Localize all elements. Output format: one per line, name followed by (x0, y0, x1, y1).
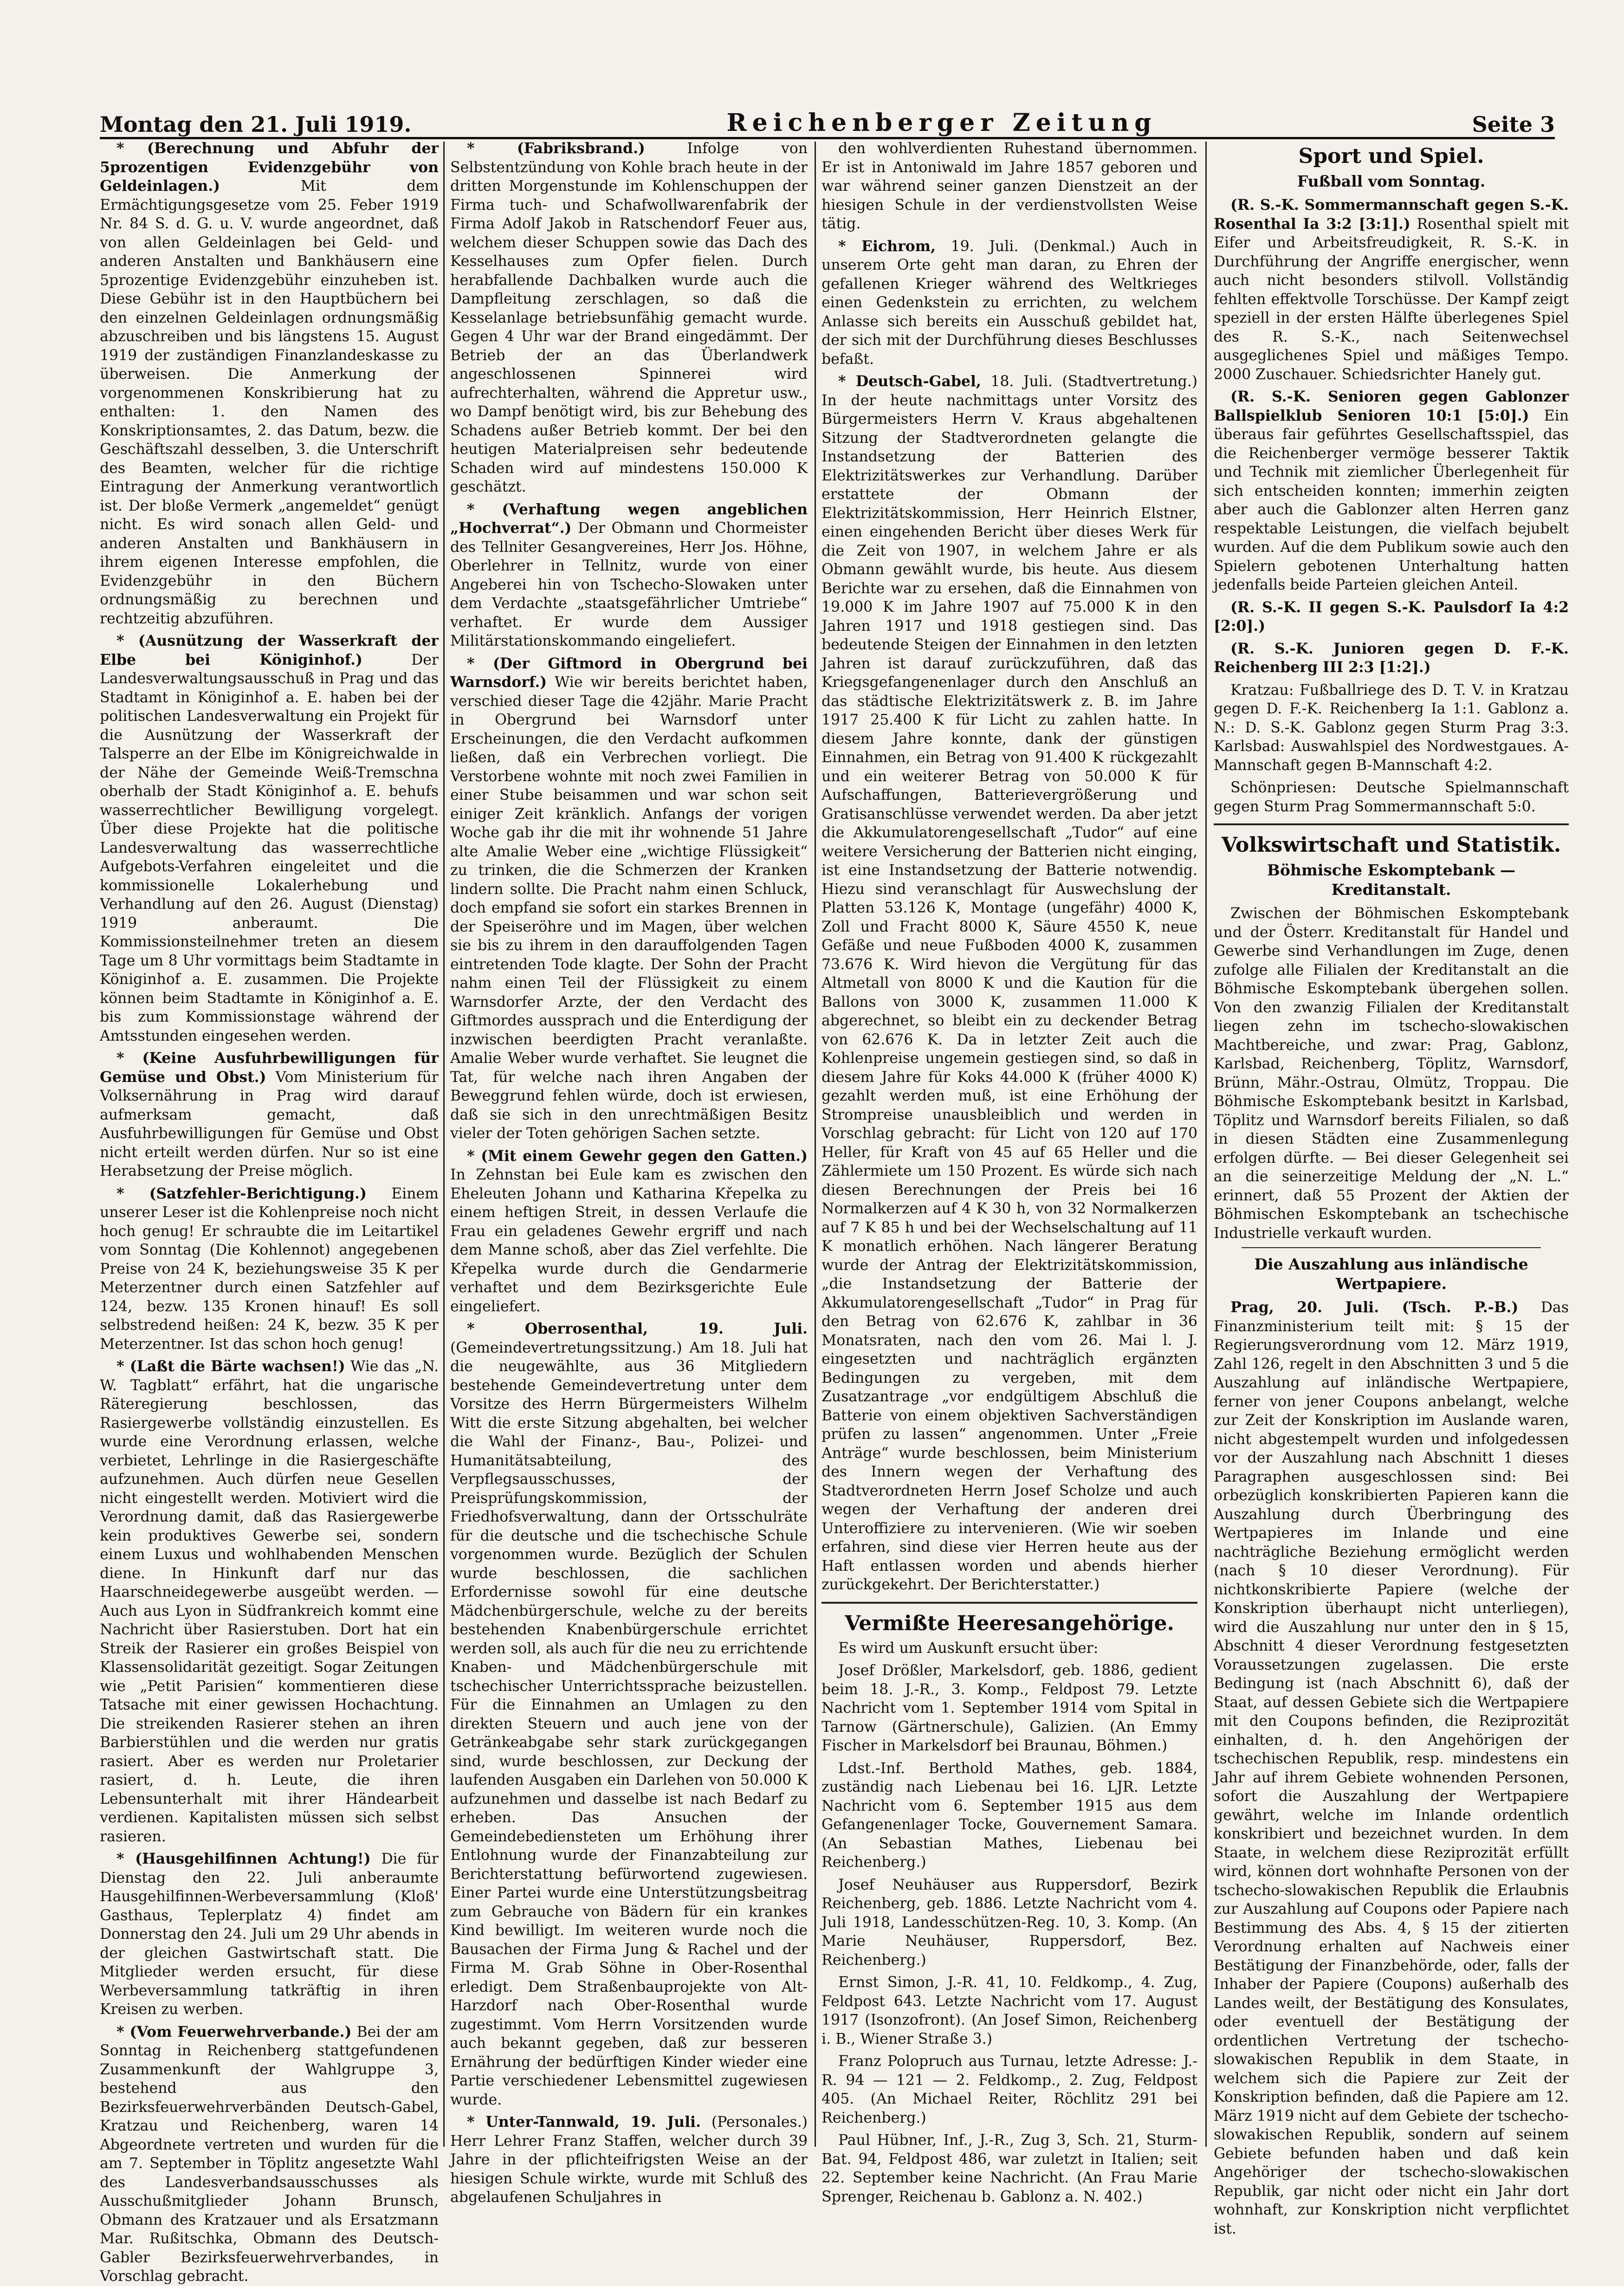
match-report (1214, 388, 1569, 595)
match-report-lead: (R. S.-K. II gegen S.-K. Paulsdorf Ia 4:2 [2:0].) (1214, 598, 1569, 635)
news-item-text: (Gemeindevertretungssitzung.) Am 18. Juli hat die neugewählte, aus 36 Mitgliedern bestehende Gemeindevertretung unter dem Vorsitze des Herrn Bürgermeisters Wilhelm Witt die erste Sitzung abgehalten, bei welcher die Wahl der Finanz-, Bau-, Polizei- und Humanitätsabteilung, des Verpflegsausschusses, der Preisprüfungskommission, der Friedhofsverwaltung, dann der Ortsschulräte für die deutsche und die tschechische Schule vorgenommen wurde. Bezüglich der Schulen wurde beschlossen, die sachlichen Erfordernisse sowohl für eine deutsche Mädchenbürgerschule, welche zu der bereits bestehenden Knabenbürgerschule errichtet werden soll, als auch für die neu zu errichtende Knaben- und Mädchenbürgerschule mit tschechischer Unterrichtssprache beizustellen. Für die Einnahmen an Umlagen zu den direkten Steuern und auch jene von der Getränkeabgabe sehr stark zurückgegangen sind, wurde beschlossen, zur Deckung der laufenden Ausgaben ein Darlehen von 50.000 K aufzunehmen und dasselbe ist nach Bedarf zu erheben. Das Ansuchen der Gemeindebediensteten um Erhöhung ihrer Entlohnung wurde der Finanzabteilung zur Berichterstattung befürwortend zugewiesen. Einer Partei wurde eine Unterstützungsbeitrag zum Gebrauche von Bädern für ein krankes Kind bewilligt. Im weiteren wurde noch die Bausachen der Firma Jung & Rachel und der Firma M. Grab Söhne in Ober-Rosenthal erledigt. Dem Straßenbauprojekte von Alt-Harzdorf nach Ober-Rosenthal wurde zugestimmt. Vom Herrn Vorsitzenden wurde auch bekannt gegeben, daß zur besseren Ernährung der bedürftigen Kinder wieder eine Partie verschiedener Lebensmittel zugewiesen wurde. (450, 1339, 808, 2108)
news-item (822, 237, 1197, 369)
news-item (450, 500, 808, 651)
news-item-lead: * (Mit einem Gewehr gegen den Gatten.) (467, 1147, 808, 1165)
match-report (1214, 681, 1569, 775)
column-3 (822, 139, 1198, 2205)
news-item-text: Das Finanzministerium teilt mit: § 15 der Regierungsverordnung vom 12. März 1919, Zahl 126, regelt in den Abschnitten 3 und 5 die Auszahlung auf inländische Wertpapiere, ferner von jener Coupons anbelangt, welche zur Zeit der Konskription im Auslande waren, nicht abgestempelt wurden und infolgedessen vor der Auszahlung nach Abschnitt 1 dieses Paragraphen ausgeschlossen sind: Bei orbezüglich konskribierten Papieren kann die Auszahlung durch Überbringung des Wertpapieres im Inlande und eine nachträgliche Beziehung ermöglicht werden (nach § 10 dieser Verordnung). Für nichtkonskribierte Papiere (welche der Konskription überhaupt nicht unterliegen), wird die Auszahlung nur unter den in § 15, Abschnitt 4 dieser Verordnung festgesetzten Voraussetzungen zugelassen. Die erste Bedingung ist (nach Abschnitt 6), daß der Staat, auf dessen Gebiete sich die Wertpapiere mit den Coupons befinden, die Reziprozität einhalten, d. h. den Angehörigen der tschechischen Republik, resp. mindestens ein Jahr auf ihrem Gebiete wohnenden Personen, sofort die Auszahlung der Wertpapiere gewährt, welche im Inlande ordentlich konskribiert und bezeichnet wurden. In dem Staate, in welchem diese Reziprozität erfüllt wird, können dort wohnhafte Personen von der tschecho-slowakischen Republik die Erlaubnis zur Auszahlung auf Coupons oder Papiere nach Bestimmung des Abs. 4, § 15 der zitierten Verordnung erhalten auf Nachweis einer Bestätigung der Finanzbehörde, oder, falls der Inhaber der Papiere (Coupons) außerhalb des Landes weilt, der Bestätigung des Konsulates, oder eventuell der Bestätigung der ordentlichen Vertretung der tschecho-slowakischen Republik in dem Staate, in welchem sich die Papiere zur Zeit der Konskription befinden, daß die Papiere am 12. März 1919 nicht auf dem Gebiete der tschecho-slowakischen Republik, sondern auf seinem Gebiete befunden haben und daß kein Angehöriger der tschecho-slowakischen Republik, gar nicht oder nicht ein Jahr dort wohnhaft, zur Konskription nicht verpflichtet ist. (1214, 1299, 1569, 2237)
missing-person-entry: Josef Neuhäuser aus Ruppersdorf, Bezirk Reichenberg, geb. 1886. Letzte Nachricht vom 4. Juli 1918, Landesschützen-Reg. 10, 3. Komp. (An Marie Neuhäuser, Ruppersdorf, Bez. Reichenberg.) (822, 1876, 1197, 1969)
match-report-text: Rosenthal spielt mit Eifer und Arbeitsfreudigkeit, R. S.-K. in Durchführung der Angriffe energischer, wenn auch nicht besonders stilvoll. Vollständig fehlten effektvolle Torschüsse. Der Kampf zeigt speziell in der ersten Hälfte überlegenes Spiel des R. S.-K., nach Seitenwechsel ausgeglichenes Spiel und mäßiges Tempo. 2000 Zuschauer. Schiedsrichter Hanely gut. (1214, 215, 1569, 383)
news-item-lead: * Oberrosenthal, 19. Juli. (467, 1320, 808, 1337)
news-item-text: In Zehnstan bei Eule kam es zwischen den Eheleuten Johann und Katharina Křepelka zu einem heftigen Streit, in dessen Verlaufe die Frau ein geladenes Gewehr ergriff und nach dem Manne schoß, aber das Ziel verfehlte. Die Křepelka wurde durch die Gendarmerie verhaftet und dem Bezirksgerichte Eule eingeliefert. (450, 1166, 808, 1315)
news-item-text: den wohlverdienten Ruhestand übernommen. Er ist in Antoniwald im Jahre 1857 geboren und war während seiner ganzen Dienstzeit an der hiesigen Schule in der verdienstvollsten Weise tätig. (822, 140, 1197, 232)
news-item-text: Vom Ministerium für Volksernährung in Prag wird darauf aufmerksam gemacht, daß Ausfuhrbewilligungen für Gemüse und Obst nicht erteilt werden dürfen. Nur so ist eine Herabsetzung der Preise möglich. (100, 1069, 439, 1179)
news-item-lead: * (Fabriksbrand.) (467, 140, 645, 157)
news-item-text: Bei der am Sonntag in Reichenberg stattgefundenen Zusammenkunft der Wahlgruppe 3, bestehend aus den Bezirksfeuerwehrverbänden Deutsch-Gabel, Kratzau und Reichenberg, waren 14 Abgeordnete vertreten und wurden für die am 7. September in Töplitz angesetzte Wahl des Landesverbandsausschusses als Ausschußmitglieder Johann Brunsch, Obmann des Kratzauer und als Ersatzmann Mar. Rußitschka, Obmann des Deutsch-Gabler Bezirksfeuerwehrverbandes, in Vorschlag gebracht. (100, 2023, 439, 2285)
section-title-missing-soldiers: Vermißte Heeresangehörige. (845, 1611, 1174, 1635)
page-header (100, 95, 1555, 139)
issue-date: Montag den 21. Juli 1919. (100, 112, 412, 137)
news-item (822, 139, 1197, 233)
news-item-lead: * (Satzfehler-Berichtigung.) (116, 1185, 367, 1202)
match-report (1214, 598, 1569, 636)
news-item-text: Infolge von Selbstentzündung von Kohle brach heute in der dritten Morgenstunde im Kohlenschuppen der Firma tuch- und Schafwollwarenfabrik der Firma Adolf Jakob in Ratschendorf Feuer aus, welchem dieser Schuppen sowie das Dach des Kesselhauses zum Opfer fielen. Durch herabfallende Dachbalken wurde auch die Dampfleitung zerschlagen, so daß die Kesselanlage betriebsunfähig gemacht wurde. Gegen 4 Uhr war der Brand eingedämmt. Der Betrieb der an das Überlandwerk angeschlossenen Spinnerei wird aufrechterhalten, während die Appretur usw., wo Dampf benötigt wird, bis zur Behebung des Schadens außer Betrieb kommt. Der bei den heutigen Materialpreisen sehr bedeutende Schaden wird auf mindestens 150.000 K geschätzt. (450, 140, 808, 495)
news-item-lead: * (Hausgehilfinnen Achtung!) (116, 1850, 371, 1867)
column-divider (1205, 142, 1207, 2147)
match-report (1214, 640, 1569, 677)
section-divider (1214, 823, 1569, 825)
subsection-title-bank: Böhmische Eskomptebank — Kreditanstalt. (1267, 861, 1516, 899)
column-divider (815, 142, 816, 2147)
column-divider (443, 142, 445, 2147)
news-item-text: Wie wir bereits berichtet haben, verschied dieser Tage die 42jähr. Marie Pracht in Obergrund bei Warnsdorf unter Erscheinungen, die den Verdacht aufkommen ließen, daß ein Verbrechen vorliegt. Die Verstorbene wohnte mit noch zwei Familien in einer Stube beisammen und war schon seit einiger Zeit kränklich. Anfangs der vorigen Woche gab ihr die mit ihr wohnende 51 Jahre alte Amalie Weber eine „wichtige Flüssigkeit“ zu trinken, die die Schmerzen der Kranken lindern sollte. Die Pracht nahm einen Schluck, doch empfand sie sofort ein starkes Brennen in der Speiseröhre und im Magen, über welchen sie bis zu ihrem in den darauffolgenden Tagen eintretenden Tode klagte. Der Sohn der Pracht nahm einen Teil der Flüssigkeit zu einem Warnsdorfer Arzte, der den Verdacht des Giftmordes aussprach und die Enterdigung der inzwischen beerdigten Pracht veranlaßte. Amalie Weber wurde verhaftet. Sie leugnet die Tat, für welche nach ihren Angaben der Beweggrund fehlen würde, doch ist erwiesen, daß sie sich in den unrechtmäßigen Besitz vieler der Toten gehörigen Sachen setzte. (450, 674, 808, 1142)
news-item-lead: * (Laßt die Bärte wachsen!) (116, 1358, 345, 1375)
news-item-lead: Prag, 20. Juli. (Tsch. P.-B.) (1230, 1299, 1519, 1316)
column-1 (100, 139, 439, 2285)
article-divider (1242, 1247, 1541, 1248)
section-divider (822, 1602, 1197, 1604)
news-item (450, 139, 808, 497)
missing-person-entry: Paul Hübner, Inf., J.-R., Zug 3, Sch. 21, Sturm-Bat. 94, Feldpost 486, war zuletzt in Italien; seit 22. September keine Nachricht. (An Frau Marie Sprenger, Reichenau b. Gablonz a. N. 402.) (822, 2132, 1197, 2205)
news-item (822, 372, 1197, 1594)
match-report-text: Schönpriesen: Deutsche Spielmannschaft gegen Sturm Prag Sommermannschaft 5:0. (1214, 779, 1569, 815)
news-item (450, 1147, 808, 1316)
news-item (450, 654, 808, 1143)
news-item-lead: * (Ausnützung der Wasserkraft der Elbe bei Königinhof.) (100, 632, 439, 668)
section-intro: Es wird um Auskunft ersucht über: (838, 1639, 1099, 1657)
news-item-lead: * Deutsch-Gabel, (838, 373, 981, 390)
news-item-text: Mit dem Ermächtigungsgesetze vom 25. Feber 1919 Nr. 84 S. d. G. u. V. wurde angeordnet, daß von allen Geldeinlagen bei Geld- und anderen Anstalten und Bankhäusern eine 5prozentige Evidenzgebühr einzuheben ist. Diese Gebühr ist in den Hauptbüchern bei den einzelnen Geldeinlagen ordnungsmäßig abzuschreiben und bis längstens 15. August 1919 der zuständigen Finanzlandeskasse zu überweisen. Die Anmerkung der vorgenommenen Konskribierung hat zu enthalten: 1. den Namen des Konskriptionsamtes, 2. das Datum, bezw. die Geschäftszahl desselben, 3. die Unterschrift des Beamten, welcher für die richtige Eintragung der Anmerkung verantwortlich ist. Der bloße Vermerk „angemeldet“ genügt nicht. Es wird sonach allen Geld- und anderen Anstalten und Bankhäusern in ihrem eigenen Interesse empfohlen, die Evidenzgebühr in den Büchern ordnungsmäßig zu berechnen und rechtzeitig abzuführen. (100, 178, 439, 627)
news-item (100, 139, 439, 628)
match-report-lead: (R. S.-K. Senioren gegen Gablonzer Ballspielklub Senioren 10:1 [5:0].) (1214, 388, 1569, 424)
news-item-text: Einem unserer Leser ist die Kohlenpreise noch nicht hoch genug! Er schraubte die im Leitartikel vom Sonntag (Die Kohlennot) angegebenen Preise von 24 K, beziehungsweise 35 K per Meterzentner durch einen Satzfehler auf 124, bezw. 135 Kronen hinauf! Es soll selbstredend heißen: 24 K, bezw. 35 K per Meterzentner. Ist das schon hoch genug! (100, 1185, 439, 1353)
news-item-lead: * (Der Giftmord in Obergrund bei Warnsdorf.) (450, 654, 808, 691)
news-item (100, 632, 439, 1045)
article-title-securities: Die Auszahlung aus inländische Wertpapiere. (1254, 1255, 1528, 1293)
news-item-text: (Personales.) Herr Lehrer Franz Staffen, welcher durch 39 Jahre in der pflichteifrigsten Weise an der hiesigen Schule wirkte, wurde mit Schluß des abgelaufenen Schuljahres in (450, 2114, 808, 2206)
news-item-text: Der Landesverwaltungsausschuß in Prag und das Stadtamt in Königinhof a. E. haben bei der politischen Landesverwaltung ein Projekt für die Ausnützung der Wasserkraft der Talsperre an der Elbe im Königreichwalde in der Nähe der Gemeinde Weiß-Tremschna oberhalb der Stadt Königinhof a. E. behufs wasserrechtlicher Bewilligung vorgelegt. Über diese Projekte hat die politische Landesverwaltung das wasserrechtliche Aufgebots-Verfahren eingeleitet und die kommissionelle Lokalerhebung und Verhandlung auf den 26. August (Dienstag) 1919 anberaumt. Die Kommissionsteilnehmer treten an diesem Tage um 8 Uhr vormittags beim Stadtamte in Königinhof a. E. zusammen. Die Projekte können beim Stadtamte in Königinhof a. E. bis zum Kommissionstage während der Amtsstunden eingesehen werden. (100, 651, 439, 1044)
subsection-title-football: Fußball vom Sonntag. (1297, 172, 1486, 190)
news-item-text: Die für Dienstag den 22. Juli anberaumte Hausgehilfinnen-Werbeversammlung (Kloß' Gasthaus, Teplerplatz 4) findet am Donnerstag den 24. Juli um 29 Uhr abends in der gleichen Gastwirtschaft statt. Die Mitglieder werden ersucht, für diese Werbeversammlung tatkräftig in ihren Kreisen zu werben. (100, 1851, 439, 2018)
missing-person-entry: Ldst.-Inf. Berthold Mathes, geb. 1884, zuständig nach Liebenau bei 16. LJR. Letzte Nachricht vom 6. September 1915 aus dem Gefangenenlager Tocke, Gouvernement Samara. (An Sebastian Mathes, Liebenau bei Reichenberg.) (822, 1760, 1197, 1871)
column-2 (450, 139, 808, 2206)
news-item (100, 1049, 439, 1181)
news-item-lead: * Eichrom, (838, 237, 936, 255)
missing-person-entry: Ernst Simon, J.-R. 41, 10. Feldkomp., 4. Zug, Feldpost 643. Letzte Nachricht vom 17. August 1917 (Isonzofront). (An Josef Simon, Reichenberg i. B., Wiener Straße 3.) (822, 1974, 1197, 2047)
news-item (1214, 1298, 1569, 2238)
news-item-lead: * (Keine Ausfuhrbewilligungen für Gemüse und Obst.) (100, 1049, 439, 1086)
section-title-economy: Volkswirtschaft und Statistik. (1221, 833, 1561, 857)
missing-person-entry: Josef Drößler, Markelsdorf, geb. 1886, gedient beim 18. J.-R., 3. Komp., Feldpost 79. Letzte Nachricht vom 1. September 1914 vom Spital in Tarnow (Gärtnerschule), Galizien. (An Emmy Fischer in Markelsdorf bei Braunau, Böhmen.) (822, 1662, 1197, 1754)
match-report-text: Kratzau: Fußballriege des D. T. V. in Kratzau gegen D. F.-K. Reichenberg Ia 1:1. Gablonz a. N.: D. S.-K. Gablonz gegen Sturm Prag 3:3. Karlsbad: Auswahlspiel des Nordwestgaues. A-Mannschaft gegen B-Mannschaft 4:2. (1214, 681, 1569, 774)
masthead-title: Reichenberger Zeitung (726, 109, 1157, 137)
news-item (100, 2023, 439, 2286)
news-item (100, 1357, 439, 1846)
news-item (100, 1185, 439, 1354)
missing-person-entry: Franz Polopruch aus Turnau, letzte Adresse: J.-R. 94 — 121 — 2. Feldkomp., 2. Zug, Feldpost 405. (An Michael Reiter, Röchlitz 291 bei Reichenberg.) (822, 2053, 1197, 2126)
news-item-text: 19. Juli. (Denkmal.) Auch in unserem Orte geht man daran, zu Ehren der gefallenen Krieger während des Weltkrieges einen Gedenkstein zu errichten, zu welchem Anlasse sich bereits ein Ausschuß gebildet hat, der sich mit der Durchführung dieses Beschlusses befaßt. (822, 238, 1198, 368)
news-item (450, 1320, 808, 2109)
match-report (1214, 196, 1569, 384)
column-4 (1214, 139, 1569, 2237)
news-item-text: Der Obmann und Chormeister des Tellniter Gesangvereines, Herr Jos. Höhne, Oberlehrer in Tellnitz, wurde von einer Angeberei hin von Tschecho-Slowaken unter dem Verdachte „staatsgefährlicher Umtriebe“ verhaftet. Er wurde dem Aussiger Militärstationskommando eingeliefert. (450, 520, 808, 649)
news-item-lead: * Unter-Tannwald, 19. Juli. (467, 2113, 701, 2131)
news-item-lead: * (Verhaftung wegen angeblichen „Hochverrat“.) (450, 500, 808, 537)
economy-article-text: Zwischen der Böhmischen Eskomptebank und der Österr. Kreditanstalt für Handel und Gewerbe sind Verhandlungen im Zuge, denen zufolge alle Filialen der Kreditanstalt an die Böhmische Eskomptebank übergehen sollen. Von den zwanzig Filialen der Kreditanstalt liegen zehn im tschecho-slowakischen Machtbereiche, und zwar: Prag, Gablonz, Karlsbad, Reichenberg, Töplitz, Warnsdorf, Brünn, Mähr.-Ostrau, Olmütz, Troppau. Die Böhmische Eskomptebank besitzt in Karlsbad, Töplitz und Warnsdorf bereits Filialen, so daß in diesen Städten eine Zusammenlegung erfolgen dürfte. — Bei dieser Gelegenheit sei an die seinerzeitige Meldung der „N. L.“ erinnert, daß 55 Prozent der Aktien der Böhmischen Eskomptebank an tschechische Industrielle verkauft wurden. (1214, 905, 1569, 1242)
match-report-text: Ein überaus fair geführtes Gesellschaftsspiel, das die Reichenberger vermöge besserer Taktik und Technik mit ziemlicher Überlegenheit für sich entscheiden konnten; immerhin zeigten aber auch die Gablonzer alten Herren ganz respektable Leistungen, die vielfach bejubelt wurden. Auf die dem Publikum sowie auch den Spielern gebotenen Unterhaltung hatten jedenfalls beide Parteien gleichen Anteil. (1214, 407, 1569, 593)
news-item-text: Wie das „N. W. Tagblatt“ erfährt, hat die ungarische Räteregierung beschlossen, das Rasiergewerbe vollständig einzustellen. Es wurde eine Verordnung erlassen, welche verbietet, Lehrlinge in die Rasiergeschäfte aufzunehmen. Auch dürfen neue Gesellen nicht eingestellt werden. Motiviert wird die Verordnung damit, daß das Rasiergewerbe kein produktives Gewerbe sei, sondern einem Luxus und wohlhabenden Menschen diene. In Hinkunft darf nur das Haarschneidegewerbe ausgeübt werden. — Auch aus Lyon in Südfrankreich kommt eine Nachricht über Rasierstuben. Dort hat ein Streik der Rasierer ein großes Beispiel von Klassensolidarität gezeitigt. Sogar Zeitungen wie „Petit Parisien“ kommentieren diese Tatsache mit einer gewissen Hochachtung. Die streikenden Rasierer stehen an ihren Barbierstühlen und die werden nur gratis rasiert. Aber es werden nur Proletarier rasiert, d. h. Leute, die ihren Lebensunterhalt mit ihrer Händearbeit verdienen. Kapitalisten müssen sich selbst rasieren. (100, 1358, 439, 1845)
news-item-text: 18. Juli. (Stadtvertretung.) In der heute nachmittags unter Vorsitz des Bürgermeisters Herrn V. Kraus abgehaltenen Sitzung der Stadtverordneten gelangte die Instandsetzung der Batterien des Elektrizitätswerkes zur Verhandlung. Darüber erstattete der Obmann der Elektrizitätskommission, Herr Heinrich Elstner, einen eingehenden Bericht über dieses Werk für die Zeit von 1907, in welchem Jahre er als Obmann gewählt wurde, bis heute. Aus diesem Berichte war zu ersehen, daß die Einnahmen von 19.000 K im Jahre 1907 auf 75.000 K in den Jahren 1917 und 1918 gestiegen sind. Das bedeutende Steigen der Einnahmen in den letzten Jahren ist darauf zurückzuführen, daß das Kriegsgefangenenlager durch den Anschluß an das städtische Elektrizitätswerk z. B. im Jahre 1917 25.400 K für Licht zu zahlen hatte. In diesem Jahre konnte, dank der günstigen Einnahmen, ein Betrag von 91.400 K rückgezahlt und ein weiterer Betrag von 50.000 K für Aufschaffungen, Batterievergrößerung und Gratisanschlüsse verwendet werden. Da aber jetzt die Akkumulatorengesellschaft „Tudor“ auf eine weitere Versicherung der Batterien nicht einging, ist eine Instandsetzung der Batterie notwendig. Hiezu sind veranschlagt für Auswechslung der Platten 53.126 K, Montage (ungefähr) 4000 K, Zoll und Fracht 8000 K, Säure 4550 K, neue Gefäße und neue Fußboden 4000 K, zusammen 73.676 K. Wird hievon die Vergütung für das Altmetall von 8000 K und die Kaution für die Ballons von 3000 K, zusammen 11.000 K abgerechnet, so bleibt ein zu deckender Betrag von 62.676 K. Da in letzter Zeit auch die Kohlenpreise ungemein gestiegen sind, so daß in diesem Jahre für Koks 44.000 K (früher 4000 K) gezahlt werden muß, ist eine Erhöhung der Strompreise unausbleiblich und werden in Vorschlag gebracht: für Licht von 120 auf 170 Heller, für Kraft von 45 auf 65 Heller und die Zählermiete um 150 Prozent. Es würde sich nach diesen Berechnungen der Preis bei 16 Normalkerzen auf 4 K 30 h, von 32 Normalkerzen auf 7 K 85 h und bei der Wechselschaltung auf 11 K monatlich erhöhen. Nach längerer Beratung wurde der Antrag der Elektrizitätskommission, „die Instandsetzung der Batterie der Akkumulatorengesellschaft „Tudor“ in Prag für den Betrag von 62.676 K, zahlbar in 36 Monatsraten, nach den vom 26. Mai l. J. eingesetzten und nachträglich ergänzten Bedingungen zu vergeben, mit dem Zusatzantrage „vor endgültigem Abschluß die Batterie von einem objektiven Sachverständigen prüfen zu lassen“ angenommen. Unter „Freie Anträge“ wurde beschlossen, beim Ministerium des Innern wegen der Verhaftung des Stadtverordneten Herrn Josef Scholze und auch wegen der Verhaftung der anderen drei Unteroffiziere zu intervenieren. (Wie wir soeben erfahren, sind diese vier Herren heute aus der Haft entlassen worden und abends hierher zurückgekehrt. Der Berichterstatter.) (822, 373, 1198, 1593)
news-item (100, 1850, 439, 2019)
news-item-lead: * (Vom Feuerwehrverbande.) (116, 2023, 352, 2040)
section-title-sport: Sport und Spiel. (1298, 144, 1484, 168)
news-item (450, 2113, 808, 2207)
news-item-lead: * (Berechnung und Abfuhr der 5prozentigen Evidenzgebühr von Geldeinlagen.) (100, 140, 439, 194)
match-report (1214, 778, 1569, 816)
match-report-lead: (R. S.-K. Junioren gegen D. F.-K. Reichenberg III 2:3 [1:2].) (1214, 640, 1569, 676)
page-number: Seite 3 (1472, 112, 1555, 137)
match-report-lead: (R. S.-K. Sommermannschaft gegen S.-K. Rosenthal Ia 3:2 [3:1].) (1214, 196, 1569, 233)
